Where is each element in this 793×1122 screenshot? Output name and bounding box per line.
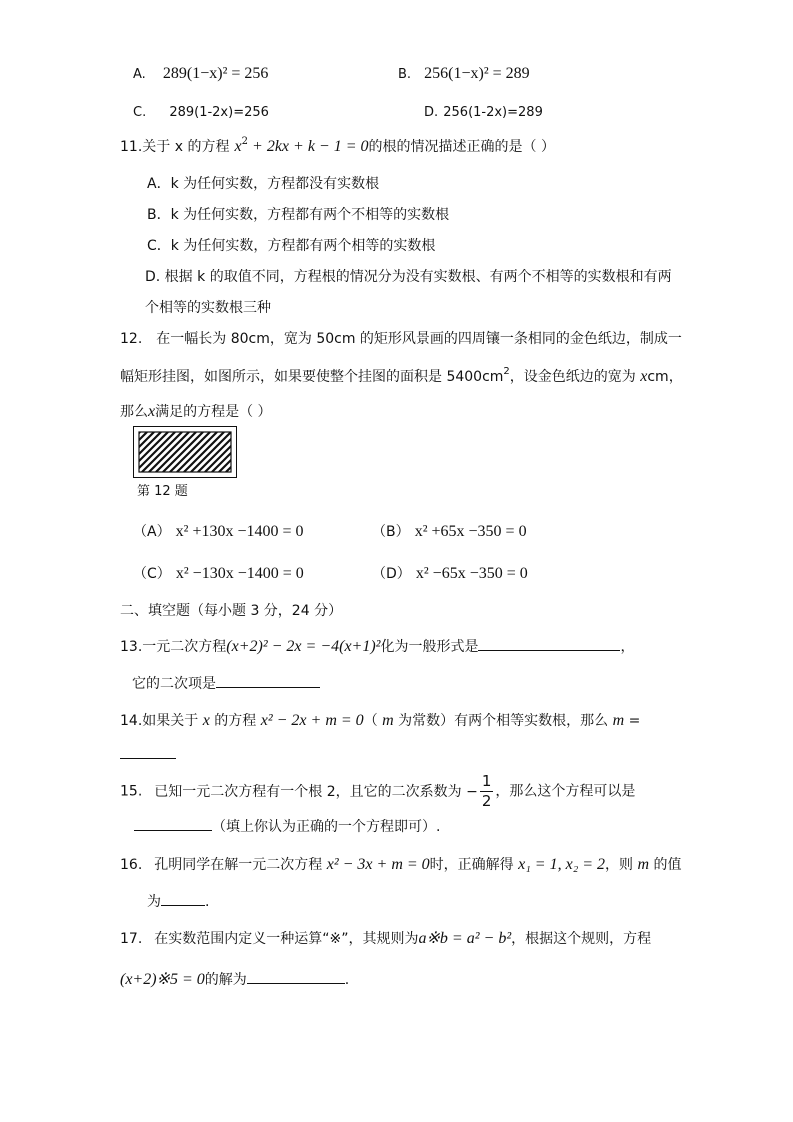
q16-line1 bbox=[120, 854, 682, 874]
q16-pre: 孔明同学在解一元二次方程 bbox=[154, 857, 327, 873]
q17-rule: a※b = a² − b² bbox=[418, 930, 512, 947]
q12-option-d bbox=[372, 563, 528, 583]
q12-figure-caption: 第 12 题 bbox=[137, 484, 188, 499]
q14-mid: 的方程 bbox=[209, 713, 261, 729]
q12-line2-c: cm， bbox=[647, 369, 683, 385]
q10-option-d-equation: 256(1-2x)=289 bbox=[443, 105, 543, 120]
q12-line3-b: 满足的方程是（ ） bbox=[155, 404, 272, 420]
q12-line1 bbox=[120, 328, 682, 348]
q12-option-a bbox=[133, 521, 304, 541]
q15-line2 bbox=[134, 816, 440, 836]
q17-number: 17. bbox=[120, 931, 143, 947]
q10-option-a-equation: 289(1−x)² = 256 bbox=[162, 65, 269, 82]
q13-line1 bbox=[120, 636, 634, 656]
section-title: 二、填空题（每小题 3 分，24 分） bbox=[120, 603, 343, 619]
q10-option-b bbox=[398, 63, 530, 83]
q14-post-c: = bbox=[624, 713, 641, 729]
q16-m: m bbox=[637, 856, 650, 873]
q13-tail: ， bbox=[620, 639, 635, 655]
q10-option-a bbox=[133, 63, 268, 83]
q14-answer-blank[interactable] bbox=[120, 758, 176, 759]
q11-option-d-line2: 个相等的实数根三种 bbox=[145, 300, 271, 316]
q16-line2-a: 为 bbox=[147, 894, 161, 910]
q12-option-c-equation: x² −130x −1400 = 0 bbox=[175, 565, 304, 582]
q13-line2-text: 它的二次项是 bbox=[132, 676, 216, 692]
q13-pre: 一元二次方程 bbox=[142, 639, 227, 655]
q15-line1 bbox=[120, 774, 635, 809]
q12-line2-b: ，设金色纸边的宽为 bbox=[509, 369, 641, 385]
q10-option-d bbox=[424, 101, 543, 120]
q13-equation: (x+2)² − 2x = −4(x+1)² bbox=[226, 638, 381, 655]
q12-line2-a: 幅矩形挂图，如图所示，如果要使整个挂图的面积是 5400cm bbox=[120, 369, 504, 385]
q12-option-b-equation: x² +65x −350 = 0 bbox=[414, 523, 527, 540]
q12-line2: 幅矩形挂图，如图所示，如果要使整个挂图的面积是 $5400cm^2$，设金色纸边的宽为 xcm， bbox=[120, 366, 683, 385]
q12-option-b bbox=[372, 521, 527, 541]
q16-number: 16. bbox=[120, 857, 143, 873]
q16-mid: 时，正确解得 bbox=[429, 857, 519, 873]
q11-stem-pre: 关于 x 的方程 bbox=[142, 139, 230, 155]
q11-option-b: B．k 为任何实数，方程都有两个不相等的实数根 bbox=[147, 207, 450, 223]
q16-line2 bbox=[147, 891, 209, 911]
q12-option-a-label: （A） bbox=[133, 524, 171, 540]
q15-number: 15. bbox=[120, 783, 143, 800]
q16-solution: x₁ = 1, x₂ = 2 bbox=[518, 856, 606, 873]
q14-line1 bbox=[120, 710, 640, 730]
q17-answer-blank[interactable] bbox=[247, 969, 345, 984]
q15-fraction-numerator: 1 bbox=[481, 772, 492, 790]
q12-line3 bbox=[120, 401, 272, 421]
q10-option-c bbox=[133, 101, 269, 120]
q12-figure bbox=[133, 426, 237, 478]
q13-post: 化为一般形式是 bbox=[380, 639, 479, 655]
q12-line1-text: 在一幅长为 80cm，宽为 50cm 的矩形风景画的四周镶一条相同的金色纸边，制成一 bbox=[156, 331, 682, 347]
q15-line2-text: （填上你认为正确的一个方程即可）. bbox=[212, 819, 441, 835]
q12-option-c-label: （C） bbox=[133, 566, 171, 582]
q17-pre: 在实数范围内定义一种运算“※”，其规则为 bbox=[154, 931, 419, 947]
q13-line2 bbox=[132, 673, 320, 693]
q12-line3-a: 那么 bbox=[120, 404, 148, 420]
q16-answer-blank[interactable] bbox=[161, 891, 205, 906]
q16-equation: x² − 3x + m = 0 bbox=[326, 856, 430, 873]
q14-m2: m bbox=[612, 712, 625, 729]
q11-number: 11. bbox=[120, 139, 143, 155]
q12-option-b-label: （B） bbox=[372, 524, 410, 540]
q10-option-a-label: A. bbox=[133, 67, 146, 82]
q14-pre: 如果关于 bbox=[142, 713, 203, 729]
q15-fraction bbox=[480, 774, 494, 809]
q11-equation-rest: + 2kx + k − 1 = 0 bbox=[248, 138, 369, 155]
q12-line2-x: x bbox=[640, 368, 648, 385]
q14-equation: x² − 2x + m = 0 bbox=[260, 712, 364, 729]
q11-option-d-line1: D. 根据 k 的取值不同，方程根的情况分为没有实数根、有两个不相等的实数根和有两 bbox=[145, 269, 672, 285]
q14-post-a: （ bbox=[363, 713, 383, 729]
q15-post: ，那么这个方程可以是 bbox=[495, 783, 636, 800]
q17-post: ，根据这个规则，方程 bbox=[511, 931, 652, 947]
q10-option-d-label: D. bbox=[424, 105, 439, 120]
q10-option-c-equation: 289(1-2x)=256 bbox=[169, 105, 269, 120]
q14-post-b: 为常数）有两个相等实数根，那么 bbox=[393, 713, 613, 729]
q10-option-c-label: C. bbox=[133, 105, 147, 120]
q12-option-a-equation: x² +130x −1400 = 0 bbox=[175, 523, 304, 540]
q15-answer-blank[interactable] bbox=[134, 816, 212, 831]
q11-equation-x: x bbox=[234, 138, 242, 155]
q17-line2 bbox=[120, 969, 349, 989]
q12-line3-x: x bbox=[148, 403, 156, 420]
q13-number: 13. bbox=[120, 639, 143, 655]
q13-answer-blank-1[interactable] bbox=[478, 636, 620, 651]
q17-line2-equation: (x+2)※5 = 0 bbox=[120, 971, 205, 988]
q13-answer-blank-2[interactable] bbox=[216, 673, 320, 688]
q15-pre: 已知一元二次方程有一个根 2，且它的二次系数为 − bbox=[154, 783, 478, 800]
q10-option-b-equation: 256(1−x)² = 289 bbox=[424, 65, 530, 82]
q12-option-c bbox=[133, 563, 304, 583]
q11-stem: 11.关于 x 的方程 $x^2 + 2kx + k - 1 = 0$的根的情况描述正确的是（ ） bbox=[120, 136, 555, 155]
q11-stem-post: 的根的情况描述正确的是（ ） bbox=[368, 139, 555, 155]
q14-number: 14. bbox=[120, 713, 143, 729]
q12-option-d-label: （D） bbox=[372, 566, 411, 582]
q17-line1 bbox=[120, 928, 651, 948]
q14-m: m bbox=[382, 712, 394, 729]
q16-post-a: ，则 bbox=[605, 857, 638, 873]
q17-line2-b: 的解为 bbox=[204, 972, 247, 988]
q15-fraction-denominator: 2 bbox=[481, 792, 492, 810]
q16-post-b: 的值 bbox=[649, 857, 682, 873]
q11-option-c: C．k 为任何实数，方程都有两个相等的实数根 bbox=[147, 238, 436, 254]
q11-option-a: A．k 为任何实数，方程都没有实数根 bbox=[147, 176, 380, 192]
q12-number: 12. bbox=[120, 331, 143, 347]
q12-option-d-equation: x² −65x −350 = 0 bbox=[415, 565, 528, 582]
q16-line2-b: . bbox=[205, 894, 210, 910]
q14-x: x bbox=[202, 712, 210, 729]
q10-option-b-label: B. bbox=[398, 67, 412, 82]
q17-line2-c: . bbox=[344, 972, 350, 988]
